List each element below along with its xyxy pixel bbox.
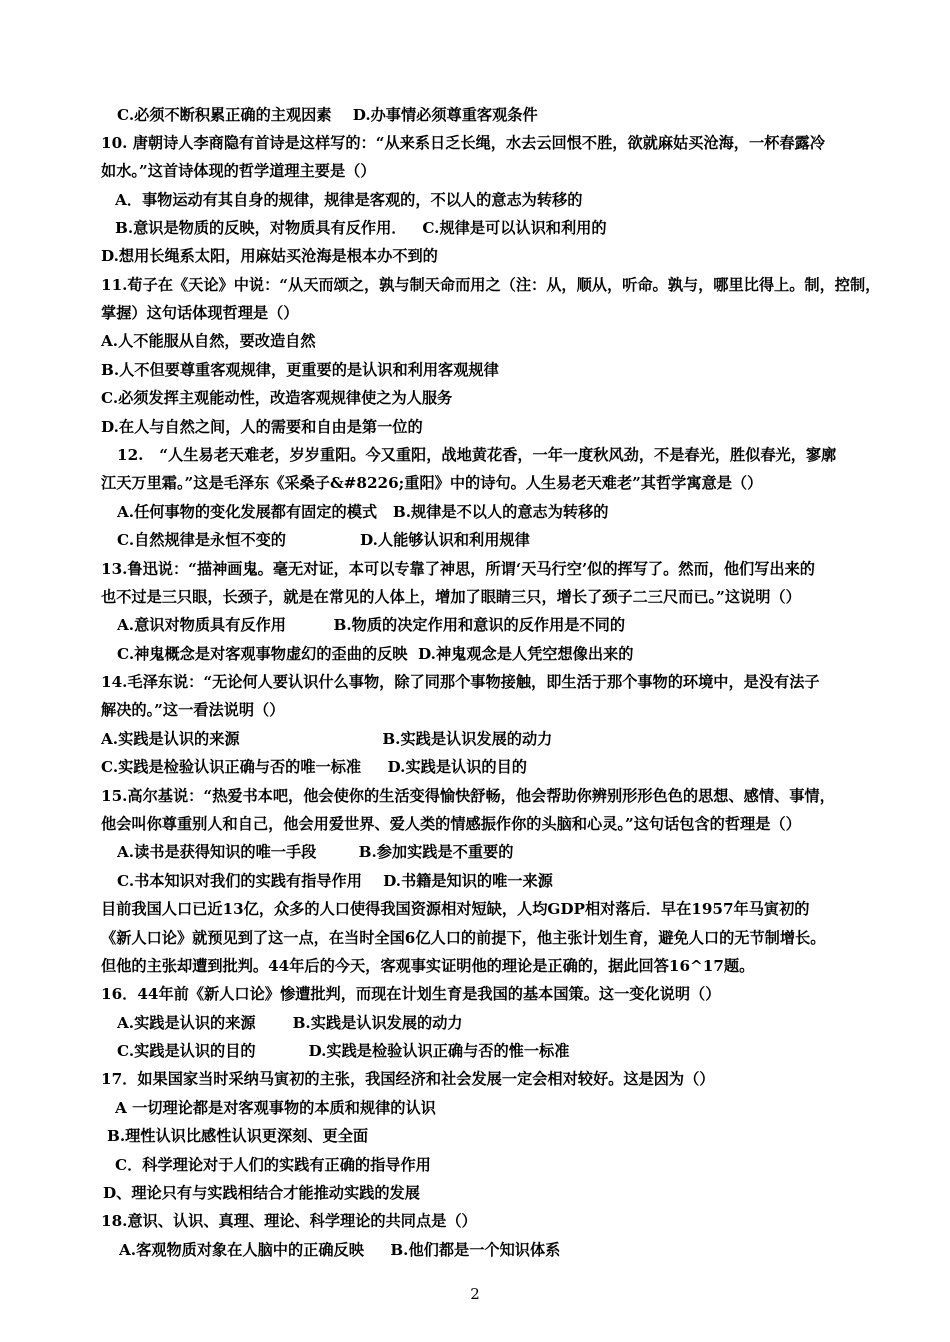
text-line: 13.鲁迅说：“描神画鬼。毫无对证，本可以专靠了神思，所谓‘天马行空’似的挥写了。然而，他们写出来的 [101,560,815,578]
text-line: 他会叫你尊重别人和自己，他会用爱世界、爱人类的情感振作你的头脑和心灵。”这句话包含的哲理是（） [101,815,801,833]
text-line: A.客观物质对象在人脑中的正确反映 B.他们都是一个知识体系 [119,1241,561,1259]
text-line: 14.毛泽东说：“无论何人要认识什么事物，除了同那个事物接触，即生活于那个事物的环境中，是没有法子 [101,673,820,691]
text-line: 如水。”这首诗体现的哲学道理主要是（） [101,162,376,180]
text-line: 江天万里霜。”这是毛泽东《采桑子&#8226;重阳》中的诗句。人生易老天难老”其哲学寓意是（） [101,474,763,492]
text-line: 18.意识、认识、真理、理论、科学理论的共同点是（） [101,1212,477,1230]
text-line: 16．44年前《新人口论》惨遭批判，而现在计划生育是我国的基本国策。这一变化说明（） [101,985,721,1003]
text-line: C.必须不断积累正确的主观因素 D.办事情必须尊重客观条件 [117,106,538,124]
text-line: 解决的。”这一看法说明（） [101,701,285,719]
text-line: D、理论只有与实践相结合才能推动实践的发展 [103,1184,420,1202]
text-line: B.理性认识比感性认识更深刻、更全面 [107,1127,369,1145]
text-line: 目前我国人口已近13亿，众多的人口使得我国资源相对短缺，人均GDP相对落后．早在1957年马寅初的 [101,900,810,918]
text-line: A.意识对物质具有反作用 B.物质的决定作用和意识的反作用是不同的 [117,616,626,634]
text-line: 但他的主张却遭到批判。44年后的今天，客观事实证明他的理论是正确的，据此回答16^17题。 [101,957,755,975]
text-line: C.书本知识对我们的实践有指导作用 D.书籍是知识的唯一来源 [117,872,553,890]
text-line: 《新人口论》就预见到了这一点，在当时全国6亿人口的前提下，他主张计划生育，避免人口的无节制增长。 [101,929,826,947]
text-line: A.实践是认识的来源 B.实践是认识发展的动力 [101,730,553,748]
text-line: 也不过是三只眼，长颈子，就是在常见的人体上，增加了眼睛三只，增长了颈子二三尺而已。”这说明（） [101,588,801,606]
text-line: 17．如果国家当时采纳马寅初的主张，我国经济和社会发展一定会相对较好。这是因为（） [101,1070,715,1088]
text-line: C.神鬼概念是对客观事物虚幻的歪曲的反映 D.神鬼观念是人凭空想像出来的 [117,645,634,663]
text-line: C.自然规律是永恒不变的 D.人能够认识和利用规律 [117,531,530,549]
text-line: C.实践是检验认识正确与否的唯一标准 D.实践是认识的目的 [101,758,527,776]
text-line: B.人不但要尊重客观规律，更重要的是认识和利用客观规律 [101,361,499,379]
text-line: 10. 唐朝诗人李商隐有首诗是这样写的：“从来系日乏长绳，水去云回恨不胜，欲就麻姑买沧海，一杯春露冷 [101,134,825,152]
text-line: D.在人与自然之间，人的需要和自由是第一位的 [101,418,423,436]
text-line: C.必须发挥主观能动性，改造客观规律使之为人服务 [101,389,453,407]
text-line: A.任何事物的变化发展都有固定的模式 B.规律是不以人的意志为转移的 [117,503,609,521]
text-line: 12. “人生易老天难老，岁岁重阳。今又重阳，战地黄花香，一年一度秋风劲，不是春光，胜似春光，寥廓 [117,446,837,464]
text-line: C.实践是认识的目的 D.实践是检验认识正确与否的惟一标准 [117,1042,570,1060]
text-line: A．事物运动有其自身的规律，规律是客观的，不以人的意志为转移的 [115,191,583,209]
text-line: A.人不能服从自然，要改造自然 [101,332,316,350]
text-line: A.实践是认识的来源 B.实践是认识发展的动力 [117,1014,463,1032]
text-line: A 一切理论都是对客观事物的本质和规律的认识 [115,1099,436,1117]
page-number: 2 [470,1285,480,1303]
text-line: 掌握）这句话体现哲理是（） [101,304,299,322]
text-line: 11.荀子在《天论》中说：“从天而颂之，孰与制天命而用之（注：从，顺从，听命。孰与，哪里比得上。制，控制， [101,276,881,294]
text-line: D.想用长绳系太阳，用麻姑买沧海是根本办不到的 [101,247,438,265]
text-line: A.读书是获得知识的唯一手段 B.参加实践是不重要的 [117,843,514,861]
text-line: B.意识是物质的反映，对物质具有反作用． C.规律是可以认识和利用的 [115,219,607,237]
text-line: C．科学理论对于人们的实践有正确的指导作用 [115,1156,431,1174]
text-line: 15.高尔基说：“热爱书本吧，他会使你的生活变得愉快舒畅，他会帮助你辨别形形色色的思想、感情、事情， [101,787,835,805]
